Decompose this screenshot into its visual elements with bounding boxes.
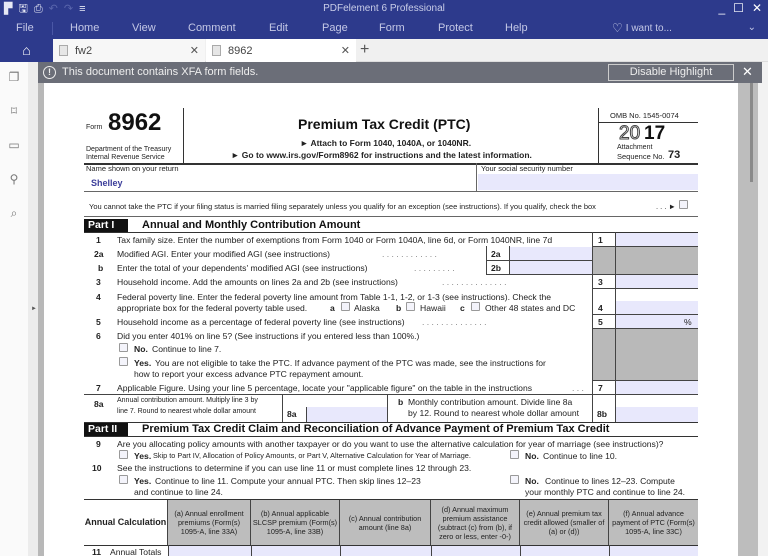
disable-highlight-button[interactable]: Disable Highlight xyxy=(608,64,734,81)
line2b-field[interactable] xyxy=(510,261,592,274)
line9-yes-checkbox[interactable] xyxy=(119,450,128,459)
table-header-b: (b) Annual applicable SLCSP premium (Form(s) 1095-A, line 33B) xyxy=(251,500,340,545)
menu-edit[interactable]: Edit xyxy=(269,22,288,34)
omb-number: OMB No. 1545-0074 xyxy=(610,111,679,120)
ssn-field[interactable] xyxy=(478,174,698,190)
line2b-text: Enter the total of your dependents' modified AGI (see instructions) xyxy=(117,263,368,273)
menu-separator xyxy=(52,22,53,35)
minimize-button[interactable]: _ xyxy=(718,1,726,15)
sequence-number: 73 xyxy=(668,149,681,161)
row11-label: Annual Totals xyxy=(110,547,162,557)
line11c-field[interactable] xyxy=(341,546,431,556)
menu-file[interactable]: File xyxy=(16,22,34,34)
line3-text: Household income. Add the amounts on lines 2a and 2b (see instructions) xyxy=(117,277,398,287)
pdf-page: Form 8962 Department of the Treasury Internal Revenue Service Premium Tax Credit (PTC) ► Attach to Form 1040, 1040A, or 1040NR. ► Go to www.irs.gov/Form8962 for instructions and the latest information. OMB No. 1545-0074 20 17 Attachment Sequence No. 73 Name shown on your return Your social security number Shelley You cannot take the PTC if your filing status is married filing separately unless you qualify for an exception (see instructions). If you qualify, check the box . . . ► Part I Annual and Monthly Contribution Amount 1 Tax family size. Enter the number of exemptions from Form 1040 or Form 1040A, line 6d, or Form 1040NR, line 7d 1 2a Modified AGI. Enter your modified AGI (see instructions) . . . . . . . . . . . . 2a b Enter the total of your dependents' modified AGI (see instructions) . . . . . . . . . 2b 3 Household income. Add the amounts on lines 2a and 2b (see instructions) . . . . . . . . . . . . . . 3 4 Federal poverty line. Enter the federal poverty line amount from Table 1-1, 1-2, or 1-3 (see instructions). Check the appropriate box for the federal poverty table used. a Alaska b Hawaii c Other 48 states and DC 4 5 Household income as a percentage of federal poverty line (see instructions) . . . . . . . . . . . . . . 5 % 6 Did you enter 401% on line 5? (See instructions if you entered less than 100%.) No. Continue to line 7. Yes. You are not eligible to take the PTC. If advance payment of the PTC was made, see the instructions for how to report your excess advance PTC repayment amount. 7 Applicable Figure. Using your line 5 percentage, locate your "applicable figure" on the table in the instructions . . . 7 8a Annual contribution amount. Multiply line 3 by line 7. Round to nearest whole dollar amount 8a b Monthly contribution amount. Divide line 8a by 12. Round to nearest whole dollar amount 8b Part II Premium Tax Credit Claim and Reconciliation of Advance Payment of Premium Tax Credit 9 Are you allocating policy amounts with another taxpayer or do you want to use the alternative calculation for year of marriage (see instructions)? Yes. Skip to Part IV, Allocation of Policy Amounts, or Part V, Alternative Calculation for Year of Marriage. No. Continue to line 10. 10 See the instructions to determine if you can use line 11 or must complete lines 12 through 23. Yes. Continue to line 11. Compute your annual PTC. Then skip lines 12–23 and continue to line 24. No. Continue to lines 12–23. Compute your monthly PTC and continue to line 24. Annual Calculation (a) Annual enrollment premiums (Form(s) 1095-A, line 33A) (b) Annual applicable SLCSP premium (Form(s) 1095-A, line 33B) (c) Annual contribution amount (line 8a) (d) Annual maximum premium assistance (subtract (c) from (b), if zero or less, enter -0-) (e) Annual premium tax credit allowed (smaller of (a) or (d)) (f) Annual advance payment of PTC (Form(s) 1095-A, line 33C) 11 Annual Totals xyxy=(44,83,738,556)
tab-bar xyxy=(0,39,768,62)
title-bar xyxy=(0,0,768,18)
i-want-to-search[interactable] xyxy=(612,21,672,35)
bookmark-icon[interactable]: ⌑ xyxy=(10,104,18,118)
undo-icon[interactable]: ↶ xyxy=(48,3,58,15)
window-title: PDFelement 6 Professional xyxy=(323,3,445,14)
notice-message: This document contains XFA form fields. xyxy=(62,66,259,78)
line1-text: Tax family size. Enter the number of exemptions from Form 1040 or Form 1040A, line 6d, or Form 1040NR, line 7d xyxy=(117,235,553,245)
left-sidebar xyxy=(0,62,28,556)
table-header-e: (e) Annual premium tax credit allowed (smaller of (a) or (d)) xyxy=(520,500,609,545)
collapse-ribbon-icon[interactable]: ⌄ xyxy=(747,22,756,33)
table-header-a: (a) Annual enrollment premiums (Form(s) 1095-A, line 33A) xyxy=(168,500,251,545)
part2-title: Premium Tax Credit Claim and Reconciliation of Advance Payment of Premium Tax Credit xyxy=(142,423,610,435)
menu-home[interactable]: Home xyxy=(70,22,100,34)
maximize-button[interactable]: ☐ xyxy=(733,1,744,15)
line11e-field[interactable] xyxy=(521,546,609,556)
redo-icon[interactable]: ↷ xyxy=(63,3,74,15)
menu-comment[interactable]: Comment xyxy=(188,22,236,34)
dept-treasury: Department of the Treasury xyxy=(86,146,172,153)
line6-text: Did you enter 401% on line 5? (See instructions if you entered less than 100%.) xyxy=(117,331,420,341)
dept-irs: Internal Revenue Service xyxy=(86,154,165,161)
attach-instruction: ► Attach to Form 1040, 1040A, or 1040NR. xyxy=(300,138,472,148)
close-tab-icon[interactable]: ✕ xyxy=(189,45,199,57)
exception-checkbox[interactable] xyxy=(679,200,688,209)
line6-yes-checkbox[interactable] xyxy=(119,357,128,366)
line2a-text: Modified AGI. Enter your modified AGI (see instructions) xyxy=(117,249,331,259)
comment-icon[interactable]: ▭ xyxy=(8,138,20,152)
vertical-scrollbar[interactable] xyxy=(738,62,768,556)
name-label: Name shown on your return xyxy=(86,164,179,173)
menu-page[interactable]: Page xyxy=(322,22,348,34)
line4-field[interactable] xyxy=(616,301,698,314)
ssn-label: Your social security number xyxy=(481,164,573,173)
line1-field[interactable] xyxy=(616,233,698,246)
line2a-field[interactable] xyxy=(510,247,592,260)
name-field[interactable]: Shelley xyxy=(91,178,123,188)
line9-no-checkbox[interactable] xyxy=(510,450,519,459)
sidebar-collapse-handle[interactable] xyxy=(28,62,38,556)
hawaii-checkbox[interactable] xyxy=(406,302,415,311)
customize-icon[interactable]: ≡ xyxy=(79,3,86,15)
table-header-f: (f) Annual advance payment of PTC (Form(s) 1095-A, line 33C) xyxy=(609,500,698,545)
tab-fw2[interactable] xyxy=(53,39,205,62)
close-button[interactable]: ✕ xyxy=(751,1,762,15)
attachment-icon[interactable]: ⚲ xyxy=(9,172,19,186)
form-title: Premium Tax Credit (PTC) xyxy=(298,116,471,132)
tab-label: fw2 xyxy=(75,44,93,57)
line6-no-checkbox[interactable] xyxy=(119,343,128,352)
lightbulb-icon: ♡ xyxy=(612,21,623,35)
i-want-to-label: I want to... xyxy=(625,22,672,34)
home-tab-button[interactable] xyxy=(0,39,53,62)
year-outline: 20 xyxy=(619,123,641,144)
home-icon: ⌂ xyxy=(22,42,31,58)
line11a-field[interactable] xyxy=(169,546,251,556)
new-tab-button[interactable]: + xyxy=(360,41,370,58)
line11f-field[interactable] xyxy=(610,546,698,556)
print-icon[interactable]: ⎙ xyxy=(33,3,43,15)
tab-label: 8962 xyxy=(228,44,253,57)
logo-icon: ▛ xyxy=(4,3,13,15)
table-header-c: (c) Annual contribution amount (line 8a) xyxy=(340,500,431,545)
xfa-notice-bar xyxy=(38,62,762,83)
line5-text: Household income as a percentage of federal poverty line (see instructions) xyxy=(117,317,405,327)
part2-label: Part II xyxy=(84,423,128,436)
expand-arrow-icon: ► xyxy=(31,306,37,312)
table-header-annual-calculation: Annual Calculation xyxy=(84,500,168,545)
line3-field[interactable] xyxy=(616,275,698,288)
menu-protect[interactable]: Protect xyxy=(438,22,473,34)
pages-icon[interactable]: ❐ xyxy=(8,70,20,84)
form-label: Form xyxy=(86,124,103,131)
line8a-field[interactable] xyxy=(307,407,387,422)
line10-yes-checkbox[interactable] xyxy=(119,475,128,484)
menu-bar xyxy=(0,18,768,39)
close-tab-icon[interactable]: ✕ xyxy=(340,45,350,57)
sequence-label: Sequence No. xyxy=(617,152,665,161)
exception-text: You cannot take the PTC if your filing status is married filing separately unless you qualify for an exception (see instructions). If you qualify, check the box xyxy=(89,202,596,211)
info-icon: ! xyxy=(43,66,56,79)
goto-instruction: ► Go to www.irs.gov/Form8962 for instructions and the latest information. xyxy=(231,150,532,160)
save-icon[interactable]: 🖫 xyxy=(18,3,28,15)
other-48-checkbox[interactable] xyxy=(471,302,480,311)
tab-8962[interactable] xyxy=(206,39,356,62)
line10-text: See the instructions to determine if you can use line 11 or must complete lines 12 through 23. xyxy=(117,463,472,473)
menu-help[interactable]: Help xyxy=(505,22,528,34)
line11b-field[interactable] xyxy=(252,546,340,556)
line8b-field[interactable] xyxy=(616,407,698,422)
line7-text: Applicable Figure. Using your line 5 percentage, locate your "applicable figure" on the table in the instructions xyxy=(117,383,533,393)
attachment-label: Attachment xyxy=(617,144,653,151)
line4-text: Federal poverty line. Enter the federal poverty line amount from Table 1-1, 1-2, or 1-3 (see instructions). Check the xyxy=(117,292,552,302)
table-header-d: (d) Annual maximum premium assistance (subtract (c) from (b), if zero or less, enter -0-) xyxy=(431,500,520,545)
menu-view[interactable]: View xyxy=(132,22,156,34)
document-icon xyxy=(59,45,68,56)
scrollbar-thumb[interactable] xyxy=(750,82,753,182)
form-number: 8962 xyxy=(108,109,162,136)
menu-form[interactable]: Form xyxy=(379,22,405,34)
alaska-checkbox[interactable] xyxy=(341,302,350,311)
part1-label: Part I xyxy=(84,219,128,232)
close-notice-icon[interactable]: ✕ xyxy=(742,64,753,79)
line11d-field[interactable] xyxy=(432,546,520,556)
document-icon xyxy=(212,45,221,56)
search-icon[interactable]: ⌕ xyxy=(10,206,18,220)
line10-no-checkbox[interactable] xyxy=(510,475,519,484)
line7-field[interactable] xyxy=(616,381,698,394)
line9-text: Are you allocating policy amounts with another taxpayer or do you want to use the alternative calculation for year of marriage (see instructions)? xyxy=(117,439,664,449)
part1-title: Annual and Monthly Contribution Amount xyxy=(142,219,361,231)
year-bold: 17 xyxy=(644,123,666,144)
